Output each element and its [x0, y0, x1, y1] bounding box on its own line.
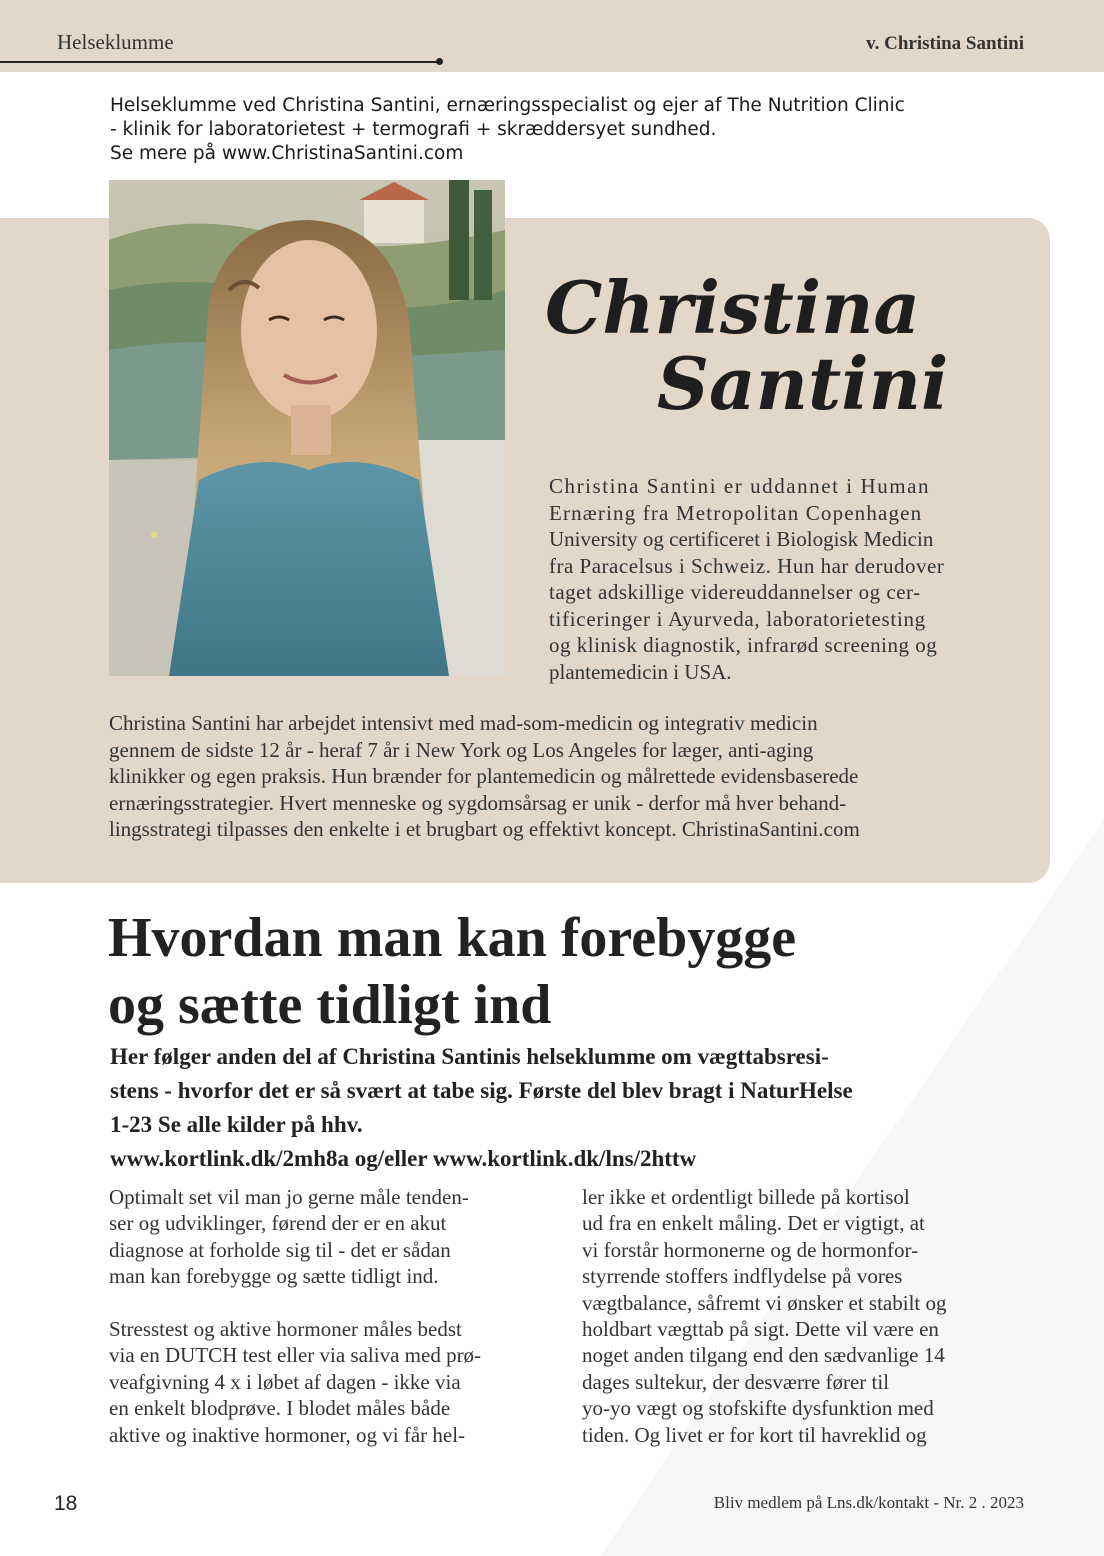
- intro-line: Se mere på www.ChristinaSantini.com: [110, 143, 464, 164]
- body-line: diagnose at forholde sig til - det er sådan: [109, 1237, 451, 1262]
- bio-line: Christina Santini har arbejdet intensivt med mad-som-medicin og integrativ medicin: [109, 711, 818, 735]
- article-lead: [110, 1040, 1030, 1176]
- signature-first-name: Christina: [545, 265, 921, 350]
- footer-text: Bliv medlem på Lns.dk/kontakt - Nr. 2 . 2023: [713, 1493, 1024, 1512]
- page-number: 18: [54, 1492, 78, 1515]
- body-line: veafgivning 4 x i løbet af dagen - ikke via: [109, 1369, 461, 1394]
- author-signature: [545, 255, 965, 425]
- bio-line: ernæringsstrategier. Hvert menneske og sygdomsårsag er unik - derfor må hver behand-: [109, 790, 847, 815]
- intro-line: - klinik for laboratorietest + termografi + skræddersyet sundhed.: [110, 119, 717, 140]
- bio-line: fra Paracelsus i Schweiz. Hun har derudover: [549, 553, 945, 578]
- body-line: vi forstår hormonerne og de hormonfor-: [582, 1237, 919, 1262]
- headline-line: Hvordan man kan forebygge: [108, 907, 797, 969]
- bio-line: plantemedicin i USA.: [549, 659, 732, 684]
- article-column-right: [582, 1184, 1032, 1448]
- body-line: Optimalt set vil man jo gerne måle tenden-: [109, 1185, 469, 1209]
- body-line: vægtbalance, såfremt vi ønsker et stabilt og: [582, 1290, 947, 1315]
- bio-line: Ernæring fra Metropolitan Copenhagen: [549, 500, 923, 525]
- headline-line: og sætte tidligt ind: [108, 974, 552, 1036]
- byline: v. Christina Santini: [866, 33, 1024, 54]
- bio-line: klinikker og egen praksis. Hun brænder for plantemedicin og målrettede evidensbaserede: [109, 764, 859, 788]
- header-rule: [0, 61, 440, 63]
- body-line: Stresstest og aktive hormoner måles bedst: [109, 1317, 462, 1342]
- intro-line: Helseklumme ved Christina Santini, ernæringsspecialist og ejer af The Nutrition Clinic: [110, 95, 905, 116]
- lead-links: www.kortlink.dk/2mh8a og/eller www.kortlink.dk/lns/2httw: [110, 1146, 697, 1171]
- bio-line: University og certificeret i Biologisk Medicin: [549, 527, 934, 551]
- body-line: aktive og inaktive hormoner, og vi får hel-: [109, 1422, 466, 1447]
- signature-last-name: Santini: [657, 341, 949, 425]
- lead-line: stens - hvorfor det er så svært at tabe sig. Første del blev bragt i NaturHelse: [110, 1078, 853, 1103]
- article-headline: [108, 905, 1008, 1039]
- body-line: ud fra en enkelt måling. Det er vigtigt, at: [582, 1211, 925, 1236]
- author-photo: [109, 180, 505, 676]
- bio-text-right: [549, 473, 1029, 685]
- lead-line: 1-23 Se alle kilder på hhv.: [110, 1112, 363, 1137]
- lead-line: Her følger anden del af Christina Santinis helseklumme om vægttabsresi-: [110, 1044, 829, 1069]
- bio-line: Christina Santini er uddannet i Human: [549, 474, 931, 498]
- bio-line: gennem de sidste 12 år - heraf 7 år i New York og Los Angeles for læger, anti-aging: [109, 737, 814, 762]
- body-line: dages sultekur, der desværre fører til: [582, 1369, 890, 1394]
- body-line: via en DUTCH test eller via saliva med prø-: [109, 1343, 482, 1368]
- header-rule-dot: [436, 58, 443, 65]
- section-title: Helseklumme: [57, 30, 174, 54]
- body-line: ser og udviklinger, førend der er en akut: [109, 1211, 447, 1236]
- body-line: yo-yo vægt og stofskifte dysfunktion med: [582, 1396, 934, 1421]
- body-line: man kan forebygge og sætte tidligt ind.: [109, 1264, 439, 1289]
- paragraph-gap: [109, 1290, 559, 1316]
- bio-line: lingsstrategi tilpasses den enkelte i et brugbart og effektivt koncept. ChristinaSantini.com: [109, 817, 860, 841]
- body-line: en enkelt blodprøve. I blodet måles både: [109, 1396, 451, 1421]
- body-line: holdbart vægttab på sigt. Dette vil være en: [582, 1317, 939, 1342]
- bio-line: taget adskillige videreuddannelser og cer-: [549, 580, 921, 604]
- body-line: tiden. Og livet er for kort til havreklid og: [582, 1422, 927, 1447]
- bio-line: og klinisk diagnostik, infrarød screening og: [549, 633, 938, 657]
- body-line: noget anden tilgang end den sædvanlige 14: [582, 1343, 945, 1368]
- bio-text-bottom: [109, 710, 1029, 843]
- body-line: ler ikke et ordentligt billede på kortisol: [582, 1185, 910, 1209]
- article-column-left: [109, 1184, 559, 1448]
- bio-line: tificeringer i Ayurveda, laboratorietesting: [549, 606, 926, 631]
- body-line: styrrende stoffers indflydelse på vores: [582, 1264, 903, 1289]
- intro-text: [110, 94, 1010, 166]
